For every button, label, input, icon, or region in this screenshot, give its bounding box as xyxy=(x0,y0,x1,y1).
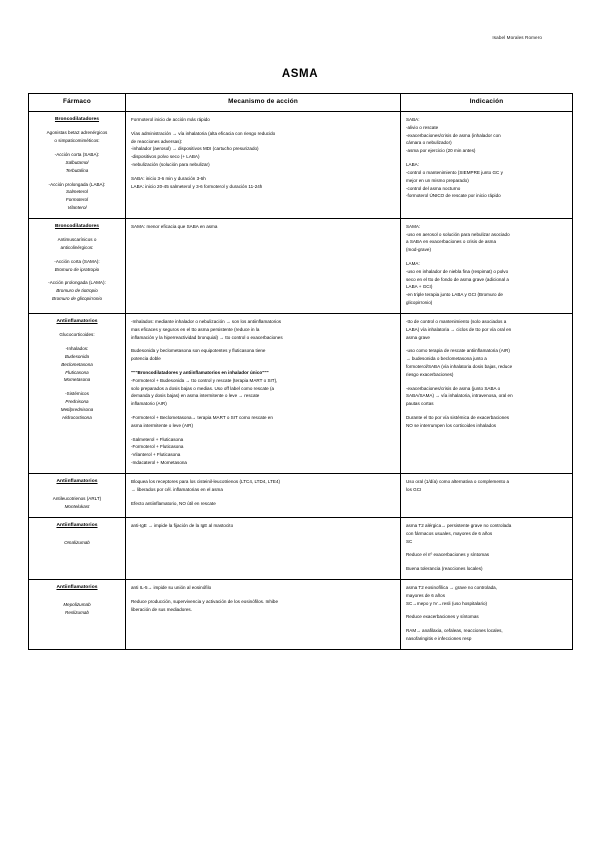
indication-line: los GCI xyxy=(406,486,422,492)
indication-line: cámara o nebulizador) xyxy=(406,140,452,146)
table-row xyxy=(29,112,573,219)
cell-indicacion xyxy=(401,313,573,473)
table-row xyxy=(29,517,573,579)
indication-line: -control del asma nocturno xyxy=(406,185,461,191)
drug-name: Mepolizumab xyxy=(63,602,91,608)
indication-heading: SAMA: xyxy=(406,223,421,229)
indication-line: Reduce exacerbaciones y síntomas xyxy=(406,614,479,620)
indication-line: glicopirronio) xyxy=(406,300,433,306)
column-header-farmaco: Fármaco xyxy=(29,94,126,112)
mechanism-line: liberación de sus mediadores. xyxy=(131,606,192,612)
mechanism-line: → liberados por cél. inflamatorias en el asma xyxy=(131,486,223,492)
author-name: Isabel Morales Romero xyxy=(492,35,542,40)
drug-reference-table xyxy=(28,93,573,650)
cell-indicacion xyxy=(401,112,573,219)
mechanism-line: -inhalador (aerosol) → dispositivos MDI (cartucho presurizado) xyxy=(131,146,259,152)
indication-line: a SABA en exacerbaciones o crisis de asma xyxy=(406,239,497,245)
cell-mecanismo xyxy=(126,112,401,219)
indication-line: asma grave xyxy=(406,334,430,340)
mechanism-line: SABA: inicio 3-6 min y duración 3-6h xyxy=(131,175,206,181)
mechanism-line: Efecto antiinflamatorio, NO útil en rescate xyxy=(131,500,216,506)
mechanism-line: Budesonida y beclometasona son equipotentes y fluticasona tiene xyxy=(131,348,266,354)
mechanism-line: demanda y dosis bajas) en asma intermitente o leve → rescate xyxy=(131,393,260,399)
drug-group-title: Antiinflamatorios xyxy=(56,585,98,590)
drug-class-line-2: anticolinérgicos: xyxy=(60,245,94,250)
drug-name: Terbutalina xyxy=(65,167,89,173)
mechanism-line: potencia doble xyxy=(131,356,161,362)
drug-name: Prednisona xyxy=(65,399,89,404)
cell-mecanismo xyxy=(126,473,401,517)
indication-line: -en triple terapia junto LABA y GCI (Bromuro de xyxy=(406,292,503,298)
table-row xyxy=(29,218,573,313)
mechanism-line: -Salmeterol + Fluticasona xyxy=(131,436,184,442)
indication-line: -tto de control o mantenimiento (solo asociados a xyxy=(406,318,507,324)
table-row xyxy=(29,313,573,473)
mechanism-line: anti IL-5→ impide su unión al eosinófilo xyxy=(131,585,212,590)
mechanism-line: SAMA: menor eficacia que SABA en asma xyxy=(131,223,218,229)
mechanism-line: asma intermitente o leve (AIR) xyxy=(131,422,194,428)
mechanism-line: -dispositivos polvo seco (+ LABA) xyxy=(131,154,200,160)
drug-group-title: Antiinflamatorios xyxy=(56,318,98,324)
cell-farmaco xyxy=(29,517,126,579)
table-row xyxy=(29,473,573,517)
drug-subgroup-label: -Sistémicos xyxy=(65,391,89,397)
drug-subgroup-label: -Acción corta (SABA): xyxy=(54,152,100,158)
mechanism-line: LABA: inicio 20-45 salmeterol y 3-6 formoterol y duración 11-24h xyxy=(131,183,263,189)
indication-line: -exacerbaciones/crisis de asma (junto SABA o xyxy=(406,385,501,391)
drug-name: Salmeterol xyxy=(66,189,88,195)
drug-subgroup-label: -Inhalados: xyxy=(65,346,89,352)
indication-line: nasofaringitis e infecciones resp xyxy=(406,636,472,642)
cell-farmaco xyxy=(29,313,126,473)
indication-line: → budesonida o beclometasona junto a xyxy=(406,356,487,362)
drug-subgroup-label: -Acción prolongada (LAMA): xyxy=(48,280,106,286)
indication-line: SABA/SAMA) → vía inhalatoria, intravenosa, oral en xyxy=(406,393,513,399)
mechanism-line: -Formoterol + Fluticasona xyxy=(131,444,184,450)
drug-group-title: Antiinflamatorios xyxy=(56,478,98,484)
indication-line: SC→mepo y IV→resli (uso hospitalario) xyxy=(406,600,488,606)
cell-farmaco xyxy=(29,473,126,517)
mechanism-line: inflamación y la hiperreactividad bronquial) → tto control o exacerbaciones xyxy=(131,334,283,340)
cell-indicacion xyxy=(401,517,573,579)
drug-group-title: Broncodilatadores xyxy=(54,117,100,122)
mechanism-line: de reacciones adversas): xyxy=(131,138,183,144)
indication-heading: SABA: xyxy=(406,117,420,122)
mechanism-line: Bloquea los receptores para los cisteinil-leucotrienos (LTC4, LTD4, LTE4) xyxy=(131,478,281,484)
indication-line: (mod-grave) xyxy=(406,247,431,253)
cell-mecanismo xyxy=(126,218,401,313)
indication-line: Uso oral (1/día) como alternativa o complemento a xyxy=(406,478,510,484)
indication-line: LABA + GCI) xyxy=(406,284,433,290)
mechanism-line: """Broncodilatadores y antiinflamatorios en inhalador único""" xyxy=(131,369,269,375)
cell-indicacion xyxy=(401,580,573,650)
drug-group-title: Broncodilatadores xyxy=(54,223,100,229)
mechanism-line: -Inhalados: mediante inhalador o nebulización → son los antiinflamatorios xyxy=(131,318,282,324)
cell-indicacion xyxy=(401,473,573,517)
cell-farmaco xyxy=(29,580,126,650)
indication-line: RAM→ anafilaxia, cefaleas, reacciones locales, xyxy=(406,628,503,634)
mechanism-line: Vías administración → vía inhalatoria (alta eficacia con riesgo reducido xyxy=(131,130,276,136)
indication-line: NO se interrumpen los corticoides inhalados xyxy=(406,422,497,428)
mechanism-line: -Formoterol + Budesonida → tto control y rescate (terapia MART o SIT), xyxy=(131,377,278,383)
drug-name: Formoterol xyxy=(65,197,89,203)
drug-name: Fluticasona xyxy=(65,369,89,375)
indication-line: asma T2 eosinofílica → grave no controlada, xyxy=(406,585,498,590)
drug-name: Montelukast xyxy=(64,504,90,510)
indication-line: -asma por ejercicio (20 min antes) xyxy=(406,148,476,154)
indication-heading: LAMA: xyxy=(406,261,420,266)
drug-name: Bromuro de ipratropio xyxy=(54,266,100,272)
mechanism-line: -Indacaterol + Mometasona xyxy=(131,460,187,466)
drug-subgroup-label: -Acción corta (SAMA): xyxy=(54,258,100,264)
drug-class-line: Antimuscarínicos o xyxy=(57,237,97,243)
drug-name: Reslizumab xyxy=(65,610,89,616)
page-title: ASMA xyxy=(281,68,319,80)
indication-line: Reduce el nº exacerbaciones y síntomas xyxy=(406,552,490,558)
mechanism-line: anti-IgE → impide la fijación de la IgE al mastocito xyxy=(131,522,234,528)
indication-line: riesgo exacerbaciones) xyxy=(406,371,454,377)
column-header-mecanismo: Mecanismo de acción xyxy=(126,94,401,112)
indication-line: -uso en aerosol o solución para nebulizar asociado xyxy=(406,231,510,237)
drug-class-line: Agonistas beta2 adrenérgicos xyxy=(46,130,108,136)
mechanism-line: -Formoterol + Beclometasona→ terapia MART o SIT como rescate en xyxy=(131,415,273,420)
drug-name: Salbutamol xyxy=(65,159,89,165)
indication-line: -uso como terapia de rescate antiinflamatoria (AIR) xyxy=(406,348,510,354)
drug-name: Mometasona xyxy=(63,377,91,383)
drug-name: Hidrocortisona xyxy=(62,414,92,420)
cell-mecanismo xyxy=(126,517,401,579)
drug-subgroup-label: -Acción prolongada (LABA): xyxy=(48,181,106,187)
drug-name: Bromuro de glicopirronio xyxy=(51,296,102,302)
cell-farmaco xyxy=(29,218,126,313)
drug-name: Beclometasona xyxy=(61,361,93,367)
drug-group-title: Antiinflamatorios xyxy=(56,522,98,528)
mechanism-line: solo preparados a dosis bajas o medias. Uso off label como rescate (a xyxy=(131,385,275,391)
indication-line: Buena tolerancia (reacciones locales) xyxy=(406,566,483,572)
indication-line: -alivio o rescate xyxy=(406,124,439,130)
drug-name: Bromuro de tiotropio xyxy=(56,288,98,294)
indication-line: seco en el tto de fondo de asma grave (adicional a xyxy=(406,276,509,282)
indication-heading: LABA: xyxy=(406,162,419,168)
indication-line: -exacerbaciones/crisis de asma (inhalador con xyxy=(406,132,501,138)
indication-line: formoterol/SABA (vía inhalatoria dosis bajas, reduce xyxy=(406,363,513,369)
drug-name: Metilprednisona xyxy=(60,406,94,412)
cell-indicacion xyxy=(401,218,573,313)
cell-farmaco xyxy=(29,112,126,219)
indication-line: -formoterol ÚNICO de rescate por inicio rápido xyxy=(406,193,501,199)
drug-name: Vilanterol xyxy=(67,204,87,210)
indication-line: pautas cortas xyxy=(406,401,434,407)
indication-line: mayores de 6 años xyxy=(406,592,446,598)
drug-name: Budesonida xyxy=(64,353,90,359)
mechanism-line: -Vilanterol + Fluticasona xyxy=(131,452,181,458)
cell-mecanismo xyxy=(126,313,401,473)
column-header-indicacion: Indicación xyxy=(401,94,573,112)
mechanism-line: inflamatorio (AIR) xyxy=(131,401,167,407)
drug-class-line: Glucocorticoides: xyxy=(59,332,95,338)
table-header-row xyxy=(29,94,573,112)
indication-line: -uso en inhalador de niebla fina (respimat) o polvo xyxy=(406,268,509,274)
indication-line: LABA) vía inhalatoria → ciclos de tto por vía oral en xyxy=(406,326,512,332)
indication-line: mejor en un mismo preparado) xyxy=(406,177,469,183)
indication-line: asma T2 alérgica→ persistente grave no controlada xyxy=(406,522,512,528)
indication-line: con fármacos usuales, mayores de 6 años xyxy=(406,530,493,536)
cell-mecanismo xyxy=(126,580,401,650)
indication-line: SC xyxy=(406,538,413,544)
indication-line: Durante el tto por vía sistémica de exacerbaciones xyxy=(406,415,510,420)
drug-class-line: Antileucotrienos (ARLT) xyxy=(52,496,102,502)
drug-class-line-2: o simpaticomiméticos: xyxy=(54,138,100,144)
mechanism-line: -nebulización (solución para nebulizar) xyxy=(131,162,210,168)
mechanism-line: Formoterol inicio de acción más rápido xyxy=(131,117,210,122)
table-row xyxy=(29,580,573,650)
drug-name: Omalizumab xyxy=(64,540,90,546)
mechanism-line: Reduce producción, supervivencia y activación de los eosinófilos. Inhibe xyxy=(131,598,279,604)
mechanism-line: mas eficaces y seguros en el tto asma persistente (reduce in la xyxy=(131,326,260,332)
indication-line: -control o mantenimiento (SIEMPRE junto GC y xyxy=(406,169,503,175)
